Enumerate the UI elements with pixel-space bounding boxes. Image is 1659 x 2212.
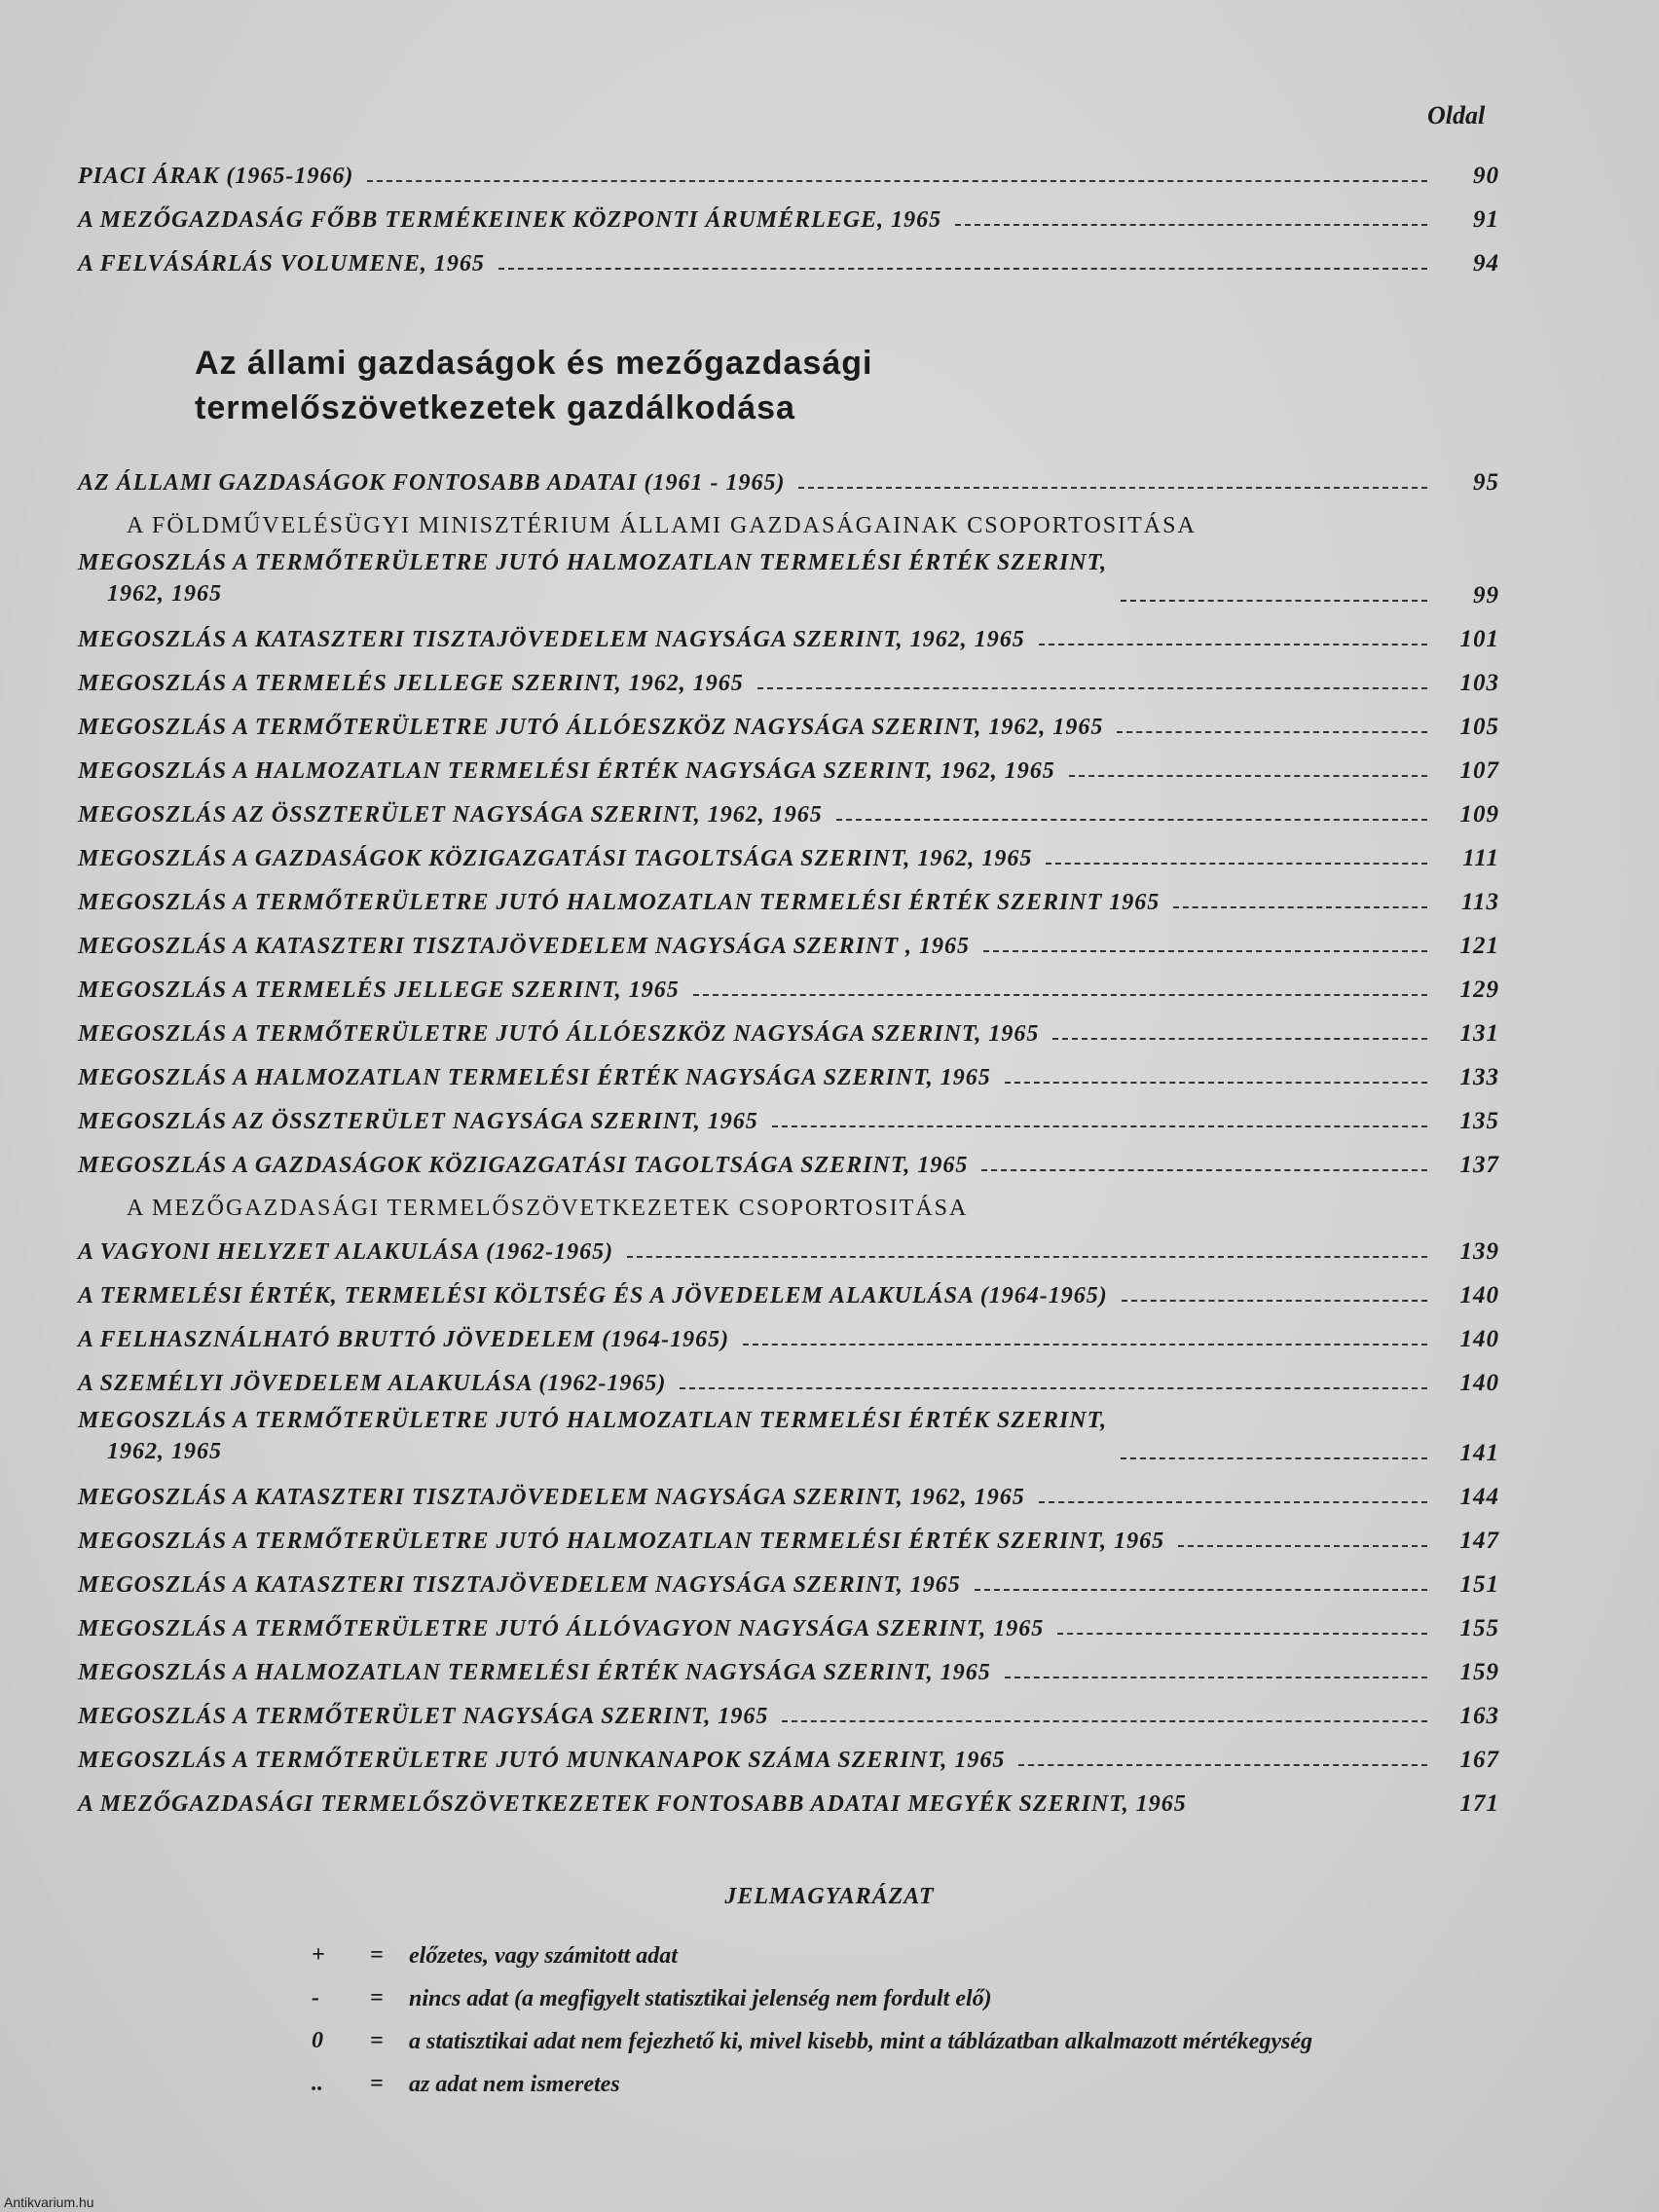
toc-entry: MEGOSZLÁS AZ ÖSSZTERÜLET NAGYSÁGA SZERINT, 1962, 1965 109 <box>78 801 1499 828</box>
toc-entry: MEGOSZLÁS A HALMOZATLAN TERMELÉSI ÉRTÉK NAGYSÁGA SZERINT, 1962, 1965 107 <box>78 757 1499 784</box>
toc-entry: MEGOSZLÁS A KATASZTERI TISZTAJÖVEDELEM NAGYSÁGA SZERINT, 1965 151 <box>78 1571 1499 1598</box>
toc-entry: PIACI ÁRAK (1965-1966) 90 <box>78 163 1499 189</box>
legend-item: 0 = a statisztikai adat nem fejezhető ki, mivel kisebb, mint a táblázatban alkalmazott mértékegység <box>312 2028 1312 2054</box>
toc-entry: MEGOSZLÁS A TERMŐTERÜLETRE JUTÓ ÁLLÓESZKÖZ NAGYSÁGA SZERINT, 1965 131 <box>78 1020 1499 1047</box>
toc-entry-two-line: MEGOSZLÁS A TERMŐTERÜLETRE JUTÓ HALMOZATLAN TERMELÉSI ÉRTÉK SZERINT, 1962, 1965 99 <box>78 550 1499 608</box>
toc-entry: A MEZŐGAZDASÁG FŐBB TERMÉKEINEK KÖZPONTI ÁRUMÉRLEGE, 1965 91 <box>78 206 1499 233</box>
legend-item: - = nincs adat (a megfigyelt statisztikai jelenség nem fordult elő) <box>312 1985 992 2011</box>
section-heading-line2: termelőszövetkezetek gazdálkodása <box>195 389 795 426</box>
toc-subheading: A MEZŐGAZDASÁGI TERMELŐSZÖVETKEZETEK CSOPORTOSITÁSA <box>127 1196 969 1221</box>
toc-entry: MEGOSZLÁS A TERMŐTERÜLETRE JUTÓ ÁLLÓESZKÖZ NAGYSÁGA SZERINT, 1962, 1965 105 <box>78 714 1499 740</box>
toc-entry: MEGOSZLÁS A TERMŐTERÜLETRE JUTÓ HALMOZATLAN TERMELÉSI ÉRTÉK SZERINT, 1965 147 <box>78 1528 1499 1554</box>
toc-entry: A FELVÁSÁRLÁS VOLUMENE, 1965 94 <box>78 250 1499 276</box>
legend <box>312 1942 1382 2114</box>
toc-entry: A VAGYONI HELYZET ALAKULÁSA (1962-1965) 139 <box>78 1238 1499 1265</box>
toc-entry: MEGOSZLÁS A TERMŐTERÜLETRE JUTÓ ÁLLÓVAGYON NAGYSÁGA SZERINT, 1965 155 <box>78 1615 1499 1641</box>
toc-entry: MEGOSZLÁS A TERMŐTERÜLETRE JUTÓ HALMOZATLAN TERMELÉSI ÉRTÉK SZERINT 1965 113 <box>78 889 1499 915</box>
page-column-header: Oldal <box>1427 101 1486 129</box>
toc-entry: MEGOSZLÁS A KATASZTERI TISZTAJÖVEDELEM NAGYSÁGA SZERINT , 1965 121 <box>78 933 1499 959</box>
toc-entry: MEGOSZLÁS A TERMŐTERÜLET NAGYSÁGA SZERINT, 1965 163 <box>78 1703 1499 1729</box>
watermark: Antikvarium.hu <box>4 2194 94 2210</box>
legend-item: + = előzetes, vagy számitott adat <box>312 1942 678 1969</box>
toc-entry: MEGOSZLÁS A HALMOZATLAN TERMELÉSI ÉRTÉK NAGYSÁGA SZERINT, 1965 159 <box>78 1659 1499 1685</box>
toc-entry: AZ ÁLLAMI GAZDASÁGOK FONTOSABB ADATAI (1961 - 1965) 95 <box>78 469 1499 496</box>
toc-entry: A TERMELÉSI ÉRTÉK, TERMELÉSI KÖLTSÉG ÉS A JÖVEDELEM ALAKULÁSA (1964-1965) 140 <box>78 1282 1499 1309</box>
toc-entry: MEGOSZLÁS A TERMELÉS JELLEGE SZERINT, 1965 129 <box>78 977 1499 1003</box>
toc-subheading: A FÖLDMŰVELÉSÜGYI MINISZTÉRIUM ÁLLAMI GAZDASÁGAINAK CSOPORTOSITÁSA <box>127 513 1197 538</box>
toc-entry-two-line: MEGOSZLÁS A TERMŐTERÜLETRE JUTÓ HALMOZATLAN TERMELÉSI ÉRTÉK SZERINT, 1962, 1965 141 <box>78 1408 1499 1466</box>
toc-entry: MEGOSZLÁS A TERMELÉS JELLEGE SZERINT, 1962, 1965 103 <box>78 670 1499 696</box>
legend-title: JELMAGYARÁZAT <box>724 1884 935 1909</box>
toc-entry: MEGOSZLÁS A KATASZTERI TISZTAJÖVEDELEM NAGYSÁGA SZERINT, 1962, 1965 101 <box>78 626 1499 652</box>
toc-entry: MEGOSZLÁS A TERMŐTERÜLETRE JUTÓ MUNKANAPOK SZÁMA SZERINT, 1965 167 <box>78 1747 1499 1773</box>
toc-entry: MEGOSZLÁS A KATASZTERI TISZTAJÖVEDELEM NAGYSÁGA SZERINT, 1962, 1965 144 <box>78 1484 1499 1510</box>
section-heading <box>195 341 872 430</box>
toc-entry: A SZEMÉLYI JÖVEDELEM ALAKULÁSA (1962-1965) 140 <box>78 1370 1499 1396</box>
toc-state-farms <box>78 453 1499 1818</box>
toc-entry: MEGOSZLÁS A GAZDASÁGOK KÖZIGAZGATÁSI TAGOLTSÁGA SZERINT, 1962, 1965 111 <box>78 845 1499 871</box>
section-heading-line1: Az állami gazdaságok és mezőgazdasági <box>195 345 873 382</box>
legend-item: .. = az adat nem ismeretes <box>312 2071 620 2097</box>
toc-top <box>78 146 1499 277</box>
toc-entry: A FELHASZNÁLHATÓ BRUTTÓ JÖVEDELEM (1964-1965) 140 <box>78 1326 1499 1352</box>
toc-entry: MEGOSZLÁS A HALMOZATLAN TERMELÉSI ÉRTÉK NAGYSÁGA SZERINT, 1965 133 <box>78 1064 1499 1090</box>
toc-entry: MEGOSZLÁS A GAZDASÁGOK KÖZIGAZGATÁSI TAGOLTSÁGA SZERINT, 1965 137 <box>78 1152 1499 1178</box>
toc-entry: MEGOSZLÁS AZ ÖSSZTERÜLET NAGYSÁGA SZERINT, 1965 135 <box>78 1108 1499 1134</box>
toc-entry: A MEZŐGAZDASÁGI TERMELŐSZÖVETKEZETEK FONTOSABB ADATAI MEGYÉK SZERINT, 1965 171 <box>78 1790 1499 1817</box>
